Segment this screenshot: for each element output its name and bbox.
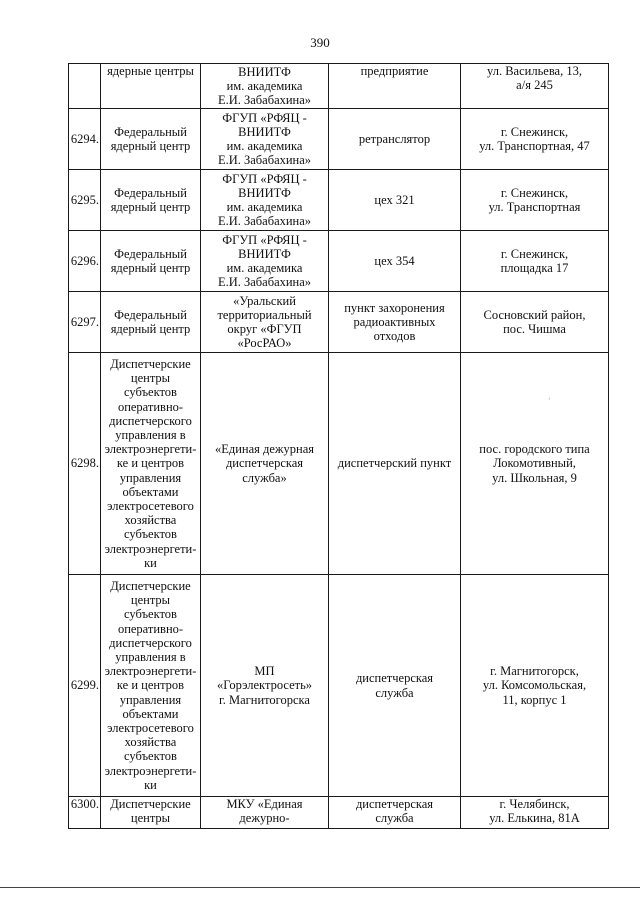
- object-name-cell: диспетчерская служба: [329, 797, 461, 829]
- address-cell: Сосновский район, пос. Чишма: [461, 292, 609, 353]
- row-number: 6295.: [69, 170, 101, 231]
- row-number: 6300.: [69, 797, 101, 829]
- row-number: 6296.: [69, 231, 101, 292]
- table-row: [69, 797, 609, 829]
- row-number: 6297.: [69, 292, 101, 353]
- object-name-cell: диспетчерская служба: [329, 575, 461, 797]
- address-cell: ул. Васильева, 13, а/я 245: [461, 64, 609, 109]
- object-name-cell: диспетчерский пункт: [329, 353, 461, 575]
- row-number: [69, 64, 101, 109]
- table-row: [69, 64, 609, 109]
- organization-cell: ФГУП «РФЯЦ - ВНИИТФ им. академика Е.И. Забабахина»: [201, 109, 329, 170]
- address-cell: г. Снежинск, площадка 17: [461, 231, 609, 292]
- address-cell: г. Челябинск, ул. Елькина, 81А: [461, 797, 609, 829]
- object-type-cell: Федеральный ядерный центр: [101, 292, 201, 353]
- registry-table: [68, 63, 609, 829]
- table-row: [69, 231, 609, 292]
- table-row: [69, 575, 609, 797]
- table-row: [69, 292, 609, 353]
- object-type-cell: Диспетчерские центры субъектов оперативно- диспетчерского управления в электроэнергети- ке и центров управления объектами электросетевого хозяйства субъектов электроэнергети- ки: [101, 575, 201, 797]
- object-type-cell: Диспетчерские центры: [101, 797, 201, 829]
- object-type-cell: Диспетчерские центры субъектов оперативно- диспетчерского управления в электроэнергети- ке и центров управления объектами электросетевого хозяйства субъектов электроэнергети- ки: [101, 353, 201, 575]
- table-row: [69, 109, 609, 170]
- page-number: 390: [310, 35, 330, 50]
- organization-cell: МКУ «Единая дежурно-: [201, 797, 329, 829]
- scan-speck: ‘: [548, 396, 551, 405]
- table-row: [69, 353, 609, 575]
- object-name-cell: пункт захоронения радиоактивных отходов: [329, 292, 461, 353]
- organization-cell: ФГУП «РФЯЦ - ВНИИТФ им. академика Е.И. Забабахина»: [201, 231, 329, 292]
- object-name-cell: цех 354: [329, 231, 461, 292]
- row-number: 6298.: [69, 353, 101, 575]
- row-number: 6299.: [69, 575, 101, 797]
- organization-cell: «Уральский территориальный округ «ФГУП «РосРАО»: [201, 292, 329, 353]
- address-cell: г. Магнитогорск, ул. Комсомольская, 11, корпус 1: [461, 575, 609, 797]
- object-name-cell: ретранслятор: [329, 109, 461, 170]
- address-cell: пос. городского типа Локомотивный, ул. Школьная, 9: [461, 353, 609, 575]
- table-row: [69, 170, 609, 231]
- page-bottom-rule: [0, 887, 640, 888]
- object-name-cell: цех 321: [329, 170, 461, 231]
- object-type-cell: Федеральный ядерный центр: [101, 170, 201, 231]
- organization-cell: ВНИИТФ им. академика Е.И. Забабахина»: [201, 64, 329, 109]
- address-cell: г. Снежинск, ул. Транспортная: [461, 170, 609, 231]
- row-number: 6294.: [69, 109, 101, 170]
- organization-cell: МП «Горэлектросеть» г. Магнитогорска: [201, 575, 329, 797]
- address-cell: г. Снежинск, ул. Транспортная, 47: [461, 109, 609, 170]
- organization-cell: ФГУП «РФЯЦ - ВНИИТФ им. академика Е.И. Забабахина»: [201, 170, 329, 231]
- object-type-cell: ядерные центры: [101, 64, 201, 109]
- object-name-cell: предприятие: [329, 64, 461, 109]
- object-type-cell: Федеральный ядерный центр: [101, 231, 201, 292]
- organization-cell: «Единая дежурная диспетчерская служба»: [201, 353, 329, 575]
- object-type-cell: Федеральный ядерный центр: [101, 109, 201, 170]
